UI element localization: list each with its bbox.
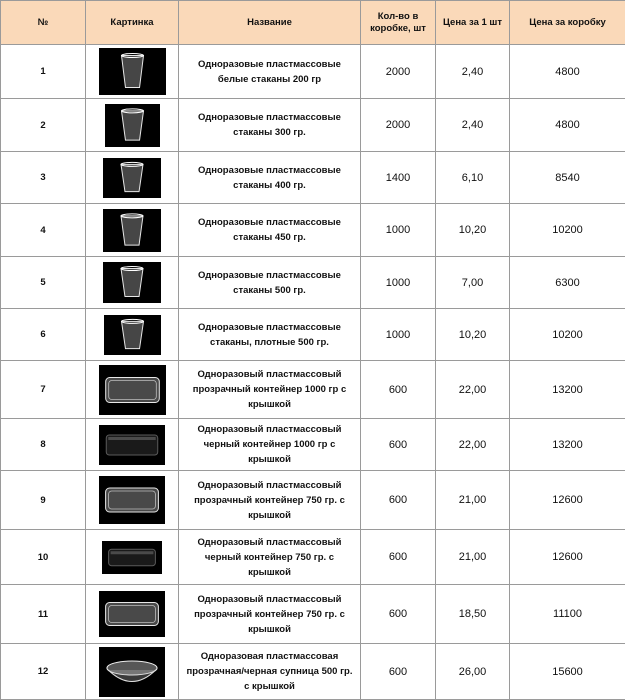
- cup-icon: [105, 104, 160, 147]
- unit-price: 26,00: [436, 644, 510, 700]
- box-quantity: 600: [361, 471, 436, 530]
- product-name: Одноразовый пластмассовый прозрачный контейнер 1000 гр с крышкой: [179, 361, 361, 419]
- box-price: 11100: [510, 585, 625, 644]
- product-picture: [86, 152, 179, 204]
- box-quantity: 1400: [361, 152, 436, 204]
- unit-price: 7,00: [436, 257, 510, 309]
- box-quantity: 1000: [361, 257, 436, 309]
- box-price: 12600: [510, 530, 625, 585]
- table-row: [1, 309, 625, 361]
- box-quantity: 600: [361, 530, 436, 585]
- row-number: 12: [1, 644, 86, 700]
- cup-icon: [103, 262, 161, 303]
- product-name: Одноразовая пластмассовая прозрачная/черная супница 500 гр. с крышкой: [179, 644, 361, 700]
- box-price: 12600: [510, 471, 625, 530]
- box-quantity: 600: [361, 419, 436, 471]
- box-quantity: 600: [361, 644, 436, 700]
- product-name: Одноразовый пластмассовый черный контейнер 1000 гр с крышкой: [179, 419, 361, 471]
- header-name: Название: [179, 1, 361, 45]
- row-number: 7: [1, 361, 86, 419]
- unit-price: 2,40: [436, 99, 510, 152]
- unit-price: 2,40: [436, 45, 510, 99]
- product-name: Одноразовые пластмассовые стаканы 500 гр.: [179, 257, 361, 309]
- box-price: 15600: [510, 644, 625, 700]
- table-row: [1, 99, 625, 152]
- product-picture: [86, 361, 179, 419]
- black-container-icon: [99, 425, 165, 465]
- table-row: [1, 585, 625, 644]
- table-row: [1, 419, 625, 471]
- row-number: 4: [1, 204, 86, 257]
- product-name: Одноразовые пластмассовые стаканы 400 гр.: [179, 152, 361, 204]
- unit-price: 21,00: [436, 471, 510, 530]
- product-picture: [86, 257, 179, 309]
- unit-price: 22,00: [436, 419, 510, 471]
- clear-container-icon: [99, 476, 165, 524]
- box-price: 4800: [510, 45, 625, 99]
- row-number: 10: [1, 530, 86, 585]
- header-price: Цена за 1 шт: [436, 1, 510, 45]
- product-picture: [86, 471, 179, 530]
- unit-price: 22,00: [436, 361, 510, 419]
- unit-price: 6,10: [436, 152, 510, 204]
- box-quantity: 1000: [361, 309, 436, 361]
- soup-bowl-icon: [99, 647, 165, 697]
- cup-icon: [103, 209, 161, 252]
- box-price: 6300: [510, 257, 625, 309]
- product-picture: [86, 530, 179, 585]
- table-row: [1, 45, 625, 99]
- product-name: Одноразовый пластмассовый черный контейнер 750 гр. с крышкой: [179, 530, 361, 585]
- row-number: 11: [1, 585, 86, 644]
- box-price: 10200: [510, 204, 625, 257]
- box-price: 13200: [510, 361, 625, 419]
- box-quantity: 600: [361, 585, 436, 644]
- header-row: [1, 1, 625, 45]
- table-row: [1, 152, 625, 204]
- clear-container-icon: [99, 365, 166, 415]
- box-price: 4800: [510, 99, 625, 152]
- header-box-price: Цена за коробку: [510, 1, 625, 45]
- table-row: [1, 471, 625, 530]
- box-quantity: 1000: [361, 204, 436, 257]
- product-name: Одноразовый пластмассовый прозрачный контейнер 750 гр. с крышкой: [179, 471, 361, 530]
- row-number: 6: [1, 309, 86, 361]
- box-price: 10200: [510, 309, 625, 361]
- product-picture: [86, 309, 179, 361]
- product-name: Одноразовые пластмассовые стаканы, плотные 500 гр.: [179, 309, 361, 361]
- product-picture: [86, 419, 179, 471]
- cup-icon: [104, 315, 161, 355]
- product-name: Одноразовый пластмассовый прозрачный контейнер 750 гр. с крышкой: [179, 585, 361, 644]
- row-number: 5: [1, 257, 86, 309]
- box-quantity: 600: [361, 361, 436, 419]
- table-row: [1, 204, 625, 257]
- header-num: №: [1, 1, 86, 45]
- header-picture: Картинка: [86, 1, 179, 45]
- product-picture: [86, 585, 179, 644]
- row-number: 8: [1, 419, 86, 471]
- table-row: [1, 257, 625, 309]
- product-picture: [86, 45, 179, 99]
- row-number: 9: [1, 471, 86, 530]
- table-row: [1, 530, 625, 585]
- header-qty: Кол-во в коробке, шт: [361, 1, 436, 45]
- box-price: 8540: [510, 152, 625, 204]
- table-row: [1, 644, 625, 700]
- box-quantity: 2000: [361, 45, 436, 99]
- unit-price: 18,50: [436, 585, 510, 644]
- product-picture: [86, 204, 179, 257]
- black-container-icon: [102, 541, 162, 574]
- cup-icon: [99, 48, 166, 95]
- clear-container-icon: [99, 591, 165, 637]
- row-number: 2: [1, 99, 86, 152]
- product-name: Одноразовые пластмассовые стаканы 450 гр.: [179, 204, 361, 257]
- cup-icon: [103, 158, 161, 198]
- unit-price: 10,20: [436, 204, 510, 257]
- row-number: 1: [1, 45, 86, 99]
- product-name: Одноразовые пластмассовые белые стаканы 200 гр: [179, 45, 361, 99]
- product-name: Одноразовые пластмассовые стаканы 300 гр.: [179, 99, 361, 152]
- row-number: 3: [1, 152, 86, 204]
- unit-price: 21,00: [436, 530, 510, 585]
- product-picture: [86, 644, 179, 700]
- unit-price: 10,20: [436, 309, 510, 361]
- box-price: 13200: [510, 419, 625, 471]
- product-picture: [86, 99, 179, 152]
- box-quantity: 2000: [361, 99, 436, 152]
- table-row: [1, 361, 625, 419]
